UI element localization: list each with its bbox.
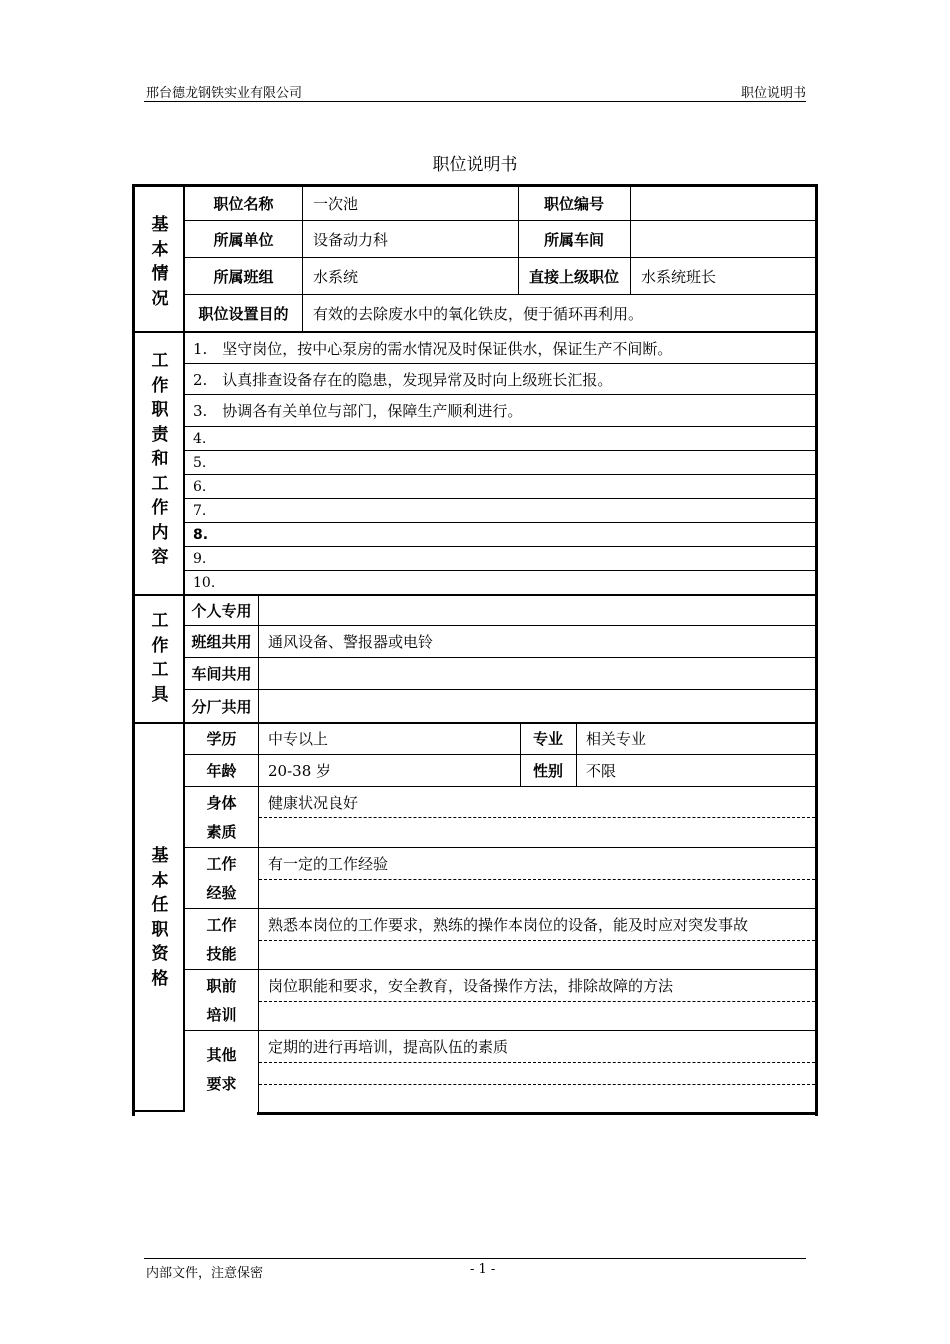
position-name-value: 一次池: [313, 195, 359, 213]
education-value: 中专以上: [268, 730, 329, 748]
workshop-label: 所属车间: [543, 230, 604, 249]
tools-section-label: 工 作 工 具: [151, 611, 169, 705]
duty-item: 10.: [193, 574, 216, 591]
major-value: 相关专业: [586, 730, 647, 748]
qualification-section: [132, 722, 818, 1116]
other-label: 要求: [206, 1074, 237, 1093]
basic-section: [132, 184, 818, 332]
unit-value: 设备动力科: [313, 230, 389, 249]
basic-section-label: 基 本 情 况: [151, 215, 169, 309]
experience-label: 工作: [206, 854, 237, 873]
age-value: 20-38 岁: [268, 762, 332, 780]
tool-label: 个人专用: [191, 601, 252, 620]
health-label: 身体: [206, 793, 237, 812]
health-value: 健康状况良好: [268, 793, 359, 812]
duty-item: 4.: [193, 430, 207, 447]
major-label: 专业: [532, 730, 563, 748]
header-rule: [144, 101, 806, 102]
purpose-value: 有效的去除废水中的氧化铁皮，便于循环再利用。: [313, 305, 644, 323]
duties-section-label: 工 作 职 责 和 工 作 内 容: [151, 351, 169, 567]
footer-rule: [144, 1258, 806, 1259]
team-value: 水系统: [313, 267, 359, 286]
page-number: - 1 -: [470, 1262, 496, 1277]
training-value: 岗位职能和要求，安全教育，设备操作方法，排除故障的方法: [268, 976, 674, 995]
tool-label: 分厂共用: [191, 697, 252, 716]
team-label: 所属班组: [213, 267, 274, 286]
age-label: 年龄: [206, 762, 237, 780]
duty-item: 5.: [193, 454, 207, 471]
experience-label: 经验: [206, 883, 237, 902]
duty-item: 9.: [193, 550, 207, 567]
unit-label: 所属单位: [213, 230, 274, 249]
other-label: 其他: [206, 1045, 237, 1064]
duty-item: 2. 认真排查设备存在的隐患，发现异常及时向上级班长汇报。: [193, 370, 613, 389]
superior-label: 直接上级职位: [528, 267, 619, 286]
qualification-section-label: 基 本 任 职 资 格: [151, 846, 169, 989]
tool-label: 车间共用: [191, 665, 252, 683]
gender-value: 不限: [586, 762, 617, 780]
skills-value: 熟悉本岗位的工作要求，熟练的操作本岗位的设备，能及时应对突发事故: [268, 915, 749, 934]
footer-note: 内部文件，注意保密: [146, 1266, 264, 1281]
health-label: 素质: [206, 822, 237, 841]
gender-label: 性别: [532, 762, 563, 780]
skills-label: 技能: [206, 944, 237, 963]
header-doc-type: 职位说明书: [740, 86, 806, 101]
skills-label: 工作: [206, 915, 237, 934]
duties-section: [132, 331, 818, 595]
tools-section: [132, 594, 818, 723]
duty-item: 7.: [193, 502, 207, 519]
duty-item: 1. 坚守岗位，按中心泵房的需水情况及时保证供水，保证生产不间断。: [193, 339, 673, 358]
tool-value: 通风设备、警报器或电铃: [268, 633, 434, 651]
header-company: 邢台德龙钢铁实业有限公司: [146, 86, 303, 101]
duty-item: 6.: [193, 478, 207, 495]
experience-value: 有一定的工作经验: [268, 854, 389, 873]
duty-item: 3. 协调各有关单位与部门，保障生产顺利进行。: [193, 402, 523, 420]
other-value: 定期的进行再培训，提高队伍的素质: [268, 1037, 509, 1056]
education-label: 学历: [206, 730, 237, 748]
position-name-label: 职位名称: [213, 195, 274, 213]
page-title: 职位说明书: [432, 155, 518, 175]
duty-item: 8.: [193, 526, 209, 543]
superior-value: 水系统班长: [641, 267, 717, 286]
training-label: 培训: [206, 1005, 237, 1024]
training-label: 职前: [206, 976, 237, 995]
tool-label: 班组共用: [191, 633, 252, 651]
purpose-label: 职位设置目的: [198, 305, 289, 323]
position-code-label: 职位编号: [543, 195, 604, 213]
